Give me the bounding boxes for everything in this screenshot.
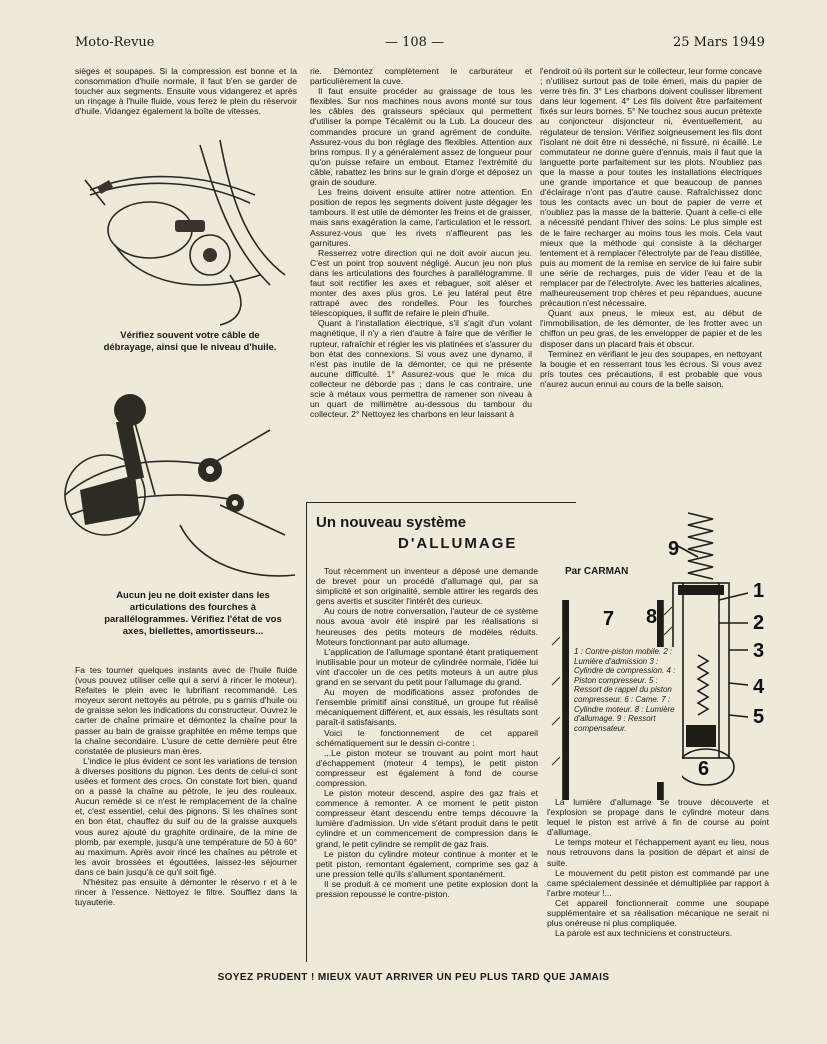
paragraph: Il faut ensuite procéder au graissage de tous les flexibles. Sur nos machines nous avons monté sur tous les câbles des graisseurs spéciaux qui permettent d'utiliser la pompe Técalémit ou la Lub. La douceur des commandes procure un grand agrément de conduite. Assurez-vous du bon réglage des flexibles. Attention aux brins rompus. Il y a généralement assez de longueur pour qu'on puisse refaire un embout. Etamez l'extrémité du câble, rabattez les brins sur le grain d'orge et déposez un grain de soudure. [310,86,532,188]
page-number: — 108 — [385,35,445,50]
paragraph: sièges et soupapes. Si la compression est bonne et la consommation d'huile normale, il faut b'en se garder de toucher aux segments. Ensuite vous vidangerez et après un rinçage à l'huile fluide, vous ferez le plein du réservoir d'huile. Vidangez également la boîte de vitesses. [75,66,297,117]
paragraph: Cet appareil fonctionnerait comme une soupape supplémentaire et sa réalisation mécanique ne serait ni plus onéreuse ni plus compliquée. [547,897,769,929]
diagram-label-6: 6 [698,758,710,780]
fork-drawing [60,375,305,590]
paragraph: Le mouvement du petit piston est commandé par une came spécialement dessinée et démultipliée par rapport à l'arbre moteur !... [547,867,769,898]
paragraph: Le piston du cylindre moteur continue à monter et le petit piston, remontant également, comprime ses gaz à une pression telle qu'ils s'allument spontanément. [316,848,538,879]
diagram-label-2: 2 [753,612,765,634]
paragraph: Au cours de notre conversation, l'auteur de ce système nous avoua avoir été inspiré par les réalisations si heureuses des petits moteurs de modèles réduits. Moteurs fonctionnant par auto allumage. [316,606,538,647]
caption-fork: Aucun jeu ne doit exister dans les articulations des fourches à parallélogrammes. Vérifiez l'état de vos axes, biellettes, amortisseurs... [104,590,282,637]
paragraph: Resserrez votre direction qui ne doit avoir aucun jeu. C'est un point trop souvent négligé. Aucun jeu non plus dans les articulations des fourches à parallélogramme. Il faut soit rectifier les axes et rebaguer, soit aléser et monter des axes plus gros. Le jeu latéral peut être rattrapé avec des rondelles. Pour les fourches télescopiques, il suffit de refaire le plein d'huile. [310,247,532,319]
paragraph: Terminez en vérifiant le jeu des soupapes, en nettoyant la bougie et en resserrant tous les écrous. Si vous avez pris toutes ces précautions, il est probable que vous n'aurez aucun ennui au cours de la belle saison. [540,348,762,389]
caption-clutch-cable: Vérifiez souvent votre câble de débrayage, ainsi que le niveau d'huile. [103,330,277,353]
article-title-line1: Un nouveau système [316,514,467,531]
paragraph: l'endroit où ils portent sur le collecteur, leur forme concave ; n'utilisez surtout pas de toile émeri, mais du papier de verre très fin. 3° Les charbons doivent coulisser librement dans leur logement. 4° Les fils doivent être parfaitement fixés sur leurs bornes. 5° Ne touchez sous aucun prétexte au conjoncteur disjoncteur ni, éventuellement, au régulateur de tension. Vérifiez soigneusement les fils dont l'isolant ne doit être ni desséché, ni fissuré, ni écaillé. Le commutateur ne donne guère d'ennuis, mais il faut que la languette porte parfaitement sur les plots. N'oubliez pas que la masse a pour toutes les installations électriques une grande importance et que beaucoup de pannes d'éclairage n'ont pas d'autre cause. Rafraîchissez donc tous les contacts avec un bout de papier de verre et n'oubliez pas la masse de la batterie. Quant à celle-ci elle a nécessité pendant l'hiver des soins. Le plus simple est de le faire recharger au moins tous les mois. Cela vaut mieux que la méthode qui consiste à la décharger lentement et à remplacer l'électrolyte par de l'eau distillée, puis au moment de la remise en service de lui faire subir une série de recharges, puis de vider l'eau et de la remplacer par de l'électrolyte. Avec les batteries alcalines, malheureusement trop chères et peu répandues, aucune précaution n'est nécessaire. [540,66,762,309]
paragraph: Fa tes tourner quelques instants avec de l'huile fluide (vous pouvez utiliser celle qui a servi à rincer le moteur). Refaites le plein avec le lubrifiant recommandé. Les moyeux seront nettoyés au pétrole, pu s garnis d'huile ou de graisse selon les indications du constructeur. Ouvrez le carter de chaîne primaire et démontez la chaîne pour la passer au bain de graisse graphitée en même temps que la chaîne secondaire. L'usure de cette dernière peut être constatée de plusieurs man ères. [75,665,297,756]
col1-bottom-text [75,665,297,965]
col2-text [310,66,532,496]
diagram-label-7: 7 [603,608,615,630]
paragraph: ...Le piston moteur se trouvant au point mort haut d'échappement (moteur 4 temps), le petit piston compresseur est également à fond de course compression. [316,747,538,788]
paragraph: L'indice le plus évident ce sont les variations de tension à diverses positions du pignon. Les dents de celui-ci sont usées et forment des crocs. On constate fort bien, quand on a passé la chaîne au pétrole, le jeu des rouleaux. Aucun remède si ce n'est le remplacement de la chaîne et, c'est essentiel, celui des pignons. Si les chaînes sont en bon état, chauffez du suif ou de la graisse auxquels vous aurez ajouté du graphite ordinaire, de la mine de plomb, par exemple, jusqu'à une température de 50 à 60° au maximum. Après avoir rincé les chaînes au pétrole et les avoir brossées et égouttées, laissez-les séjourner dans ce bain jusqu'à ce qu'il soit figé. [75,755,297,877]
paragraph: L'application de l'allumage spontané étant pratiquement inutilisable pour un moteur de cylindrée normale, l'idée lui vint d'accoler un de ces petits moteurs à un autre plus grand en se servant du petit pour l'allumage du grand. [316,646,538,688]
paragraph: Tout récemment un inventeur a déposé une demande de brevet pour un procédé d'allumage qui, par sa simplicité et son originalité, semble attirer les regards des gens avertis et susciter l'intérêt des curieux. [316,566,538,607]
article-title-line2: D'ALLUMAGE [398,535,518,552]
paragraph: Le temps moteur et l'échappement ayant eu lieu, nous nous retrouvons dans la position de départ et ainsi de suite. [547,837,769,868]
col3-text [540,66,762,468]
clutch-cable-illustration [80,135,300,330]
paragraph: Le piston moteur descend, aspire des gaz frais et commence à remonter. A ce moment le petit piston compresseur étant descendu entre temps découvre la lumière d'admission. Un vide s'étant produit dans le petit cylindre et un commencement de compression dans le grand, le petit cylindre se remplit de gaz frais. [316,788,538,849]
page-footer-slogan: SOYEZ PRUDENT ! MIEUX VAUT ARRIVER UN PEU PLUS TARD QUE JAMAIS [217,972,610,983]
diagram-label-4: 4 [753,676,765,698]
magazine-name: Moto-Revue [75,35,155,50]
paragraph: Quant à l'installation électrique, s'il s'agit d'un volant magnétique, il n'y a rien d'autre à faire que de vérifier le rupteur, rafraîchir et régler les vis platinées et s'assurer du bon état des connexions. Si vous avez une dynamo, il n'est pas inutile de la démonter, ce qui ne présente aucune difficulté. 1° Assurez-vous que le mica du collecteur ne déborde pas ; dans le cas contraire, une scie à métaux vous permettra de ramener son niveau à un quart de millimètre au-dessous du tambour du collecteur. 2° Nettoyez les charbons en leur laissant à [310,318,532,420]
diagram-label-9: 9 [668,538,680,560]
paragraph: Quant aux pneus, le mieux est, au début de l'immobilisation, de les démonter, de les frotter avec un chiffon un peu gras, de les envelopper de papier et de les disposer dans un placard frais et obscur. [540,308,762,349]
clutch-cable-drawing [80,135,300,330]
paragraph: La parole est aux techniciens et constructeurs. [555,928,733,939]
diagram-label-5: 5 [753,706,765,728]
diagram-legend: 1 : Contre-piston mobile. 2 : Lumière d'admission 3 : Cylindre de compression. 4 : Piston compresseur. 5 : Ressort de rappel du piston compresseur. 6 : Came. 7 : Cylindre moteur. 8 : Lumière d'allumage. 9 : Ressort compensateur. [574,647,682,782]
fork-articulation-illustration [60,375,305,590]
article-byline: Par CARMAN [565,566,629,577]
issue-date: 25 Mars 1949 [673,35,765,50]
diagram-label-1: 1 [753,580,765,602]
paragraph: La lumière d'allumage se trouve découverte et l'explosion se propage dans le cylindre moteur dans lequel le piston est arrivé à fin de course au point d'allumage. [547,797,769,838]
paragraph: rie. Démontez complètement le carburateur et particulièrement la cuve. [310,66,532,87]
paragraph: Les freins doivent ensuite attirer notre attention. En position de repos les segments doivent juste dégager les tambours. Il est utile de démonter les freins et de graisser, mais sans exagération la came, l'articulation et le ressort. Assurez-vous que les rivets n'affleurent pas les garnitures. [310,187,532,248]
article-frame-left [306,502,307,962]
col1-top-text [75,66,297,136]
paragraph: N'hésitez pas ensuite à démonter le réservo r et à le rincer à l'essence. Nettoyez le filtre. Soufflez dans la tuyauterie. [75,876,297,908]
diagram-label-3: 3 [753,640,765,662]
article-body-right [547,797,769,962]
diagram-label-8: 8 [646,606,658,628]
article-body [316,566,538,962]
article-frame-top [306,502,576,503]
paragraph: Au moyen de modifications assez profondes de l'ensemble primitif ainsi constitué, un groupe fut réalisé mécaniquement différent, et, aux essais, les résultats sont paraît-il satisfaisants. [316,687,538,728]
paragraph: Il se produit à ce moment une petite explosion dont la pression repousse le contre-piston. [316,878,538,899]
paragraph: Voici le fonctionnement de cet appareil schématiquement sur le dessin ci-contre : [316,727,538,748]
